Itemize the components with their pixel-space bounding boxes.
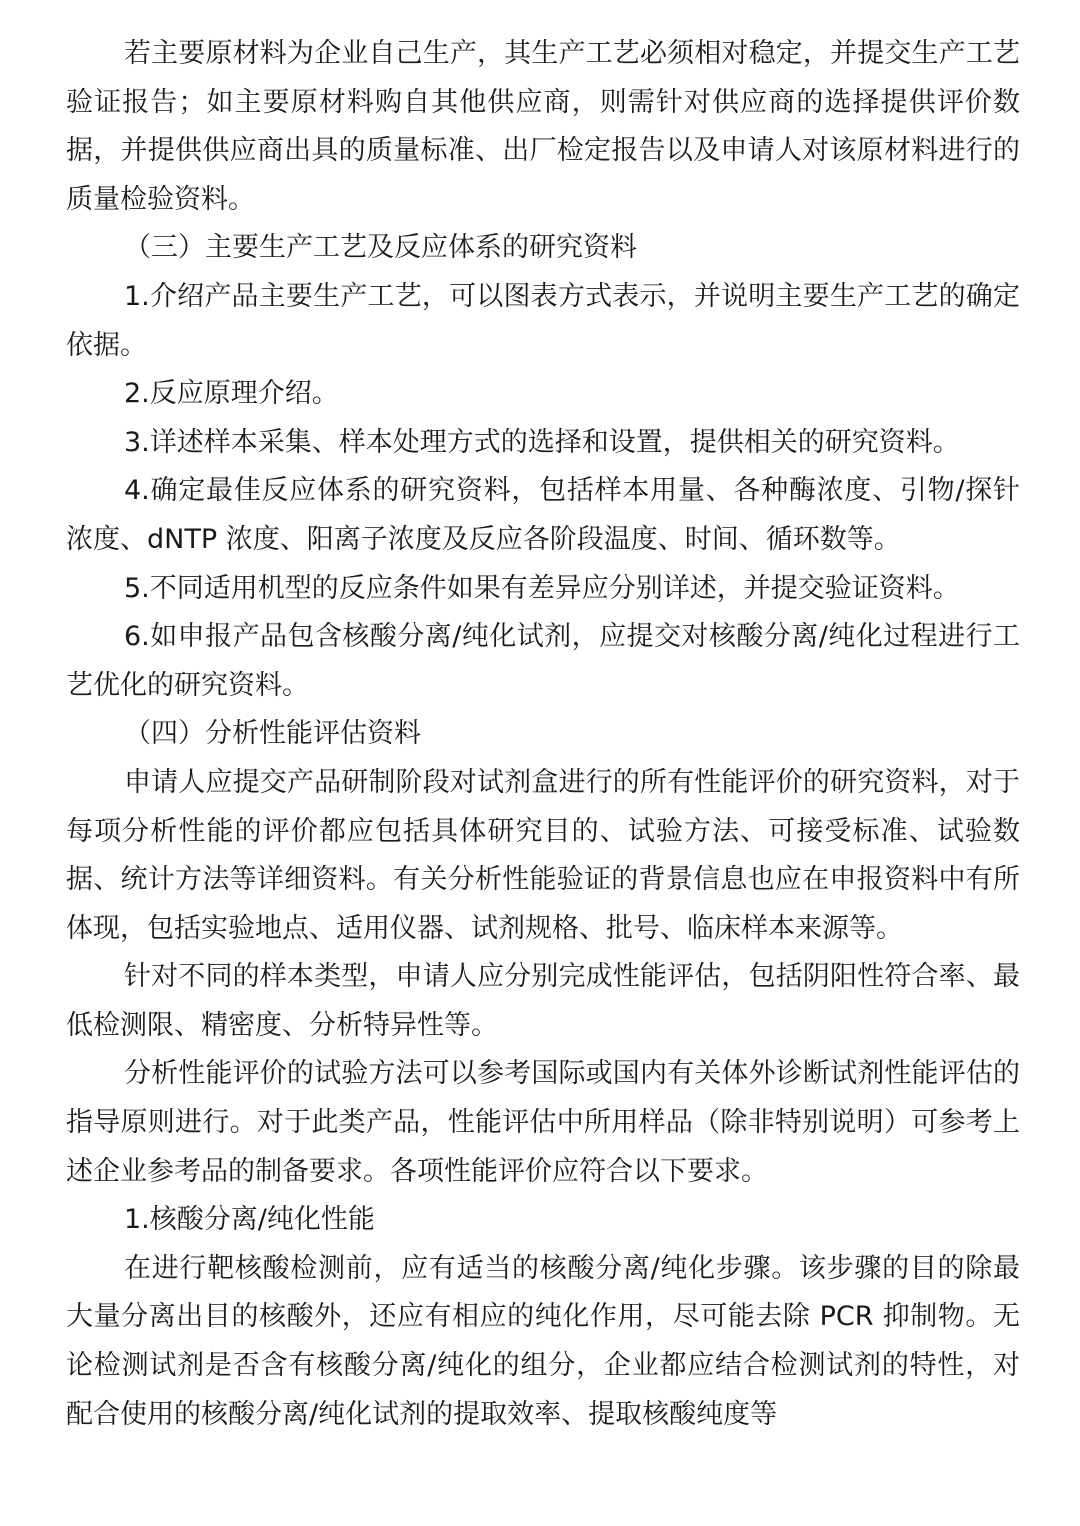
- section-heading-3: （三）主要生产工艺及反应体系的研究资料: [124, 232, 637, 264]
- subheading-nucleic-acid-isolation: 1.核酸分离/纯化性能: [124, 1204, 375, 1236]
- paragraph-item-5: 5.不同适用机型的反应条件如果有差异应分别详述，并提交验证资料。: [124, 572, 960, 604]
- paragraph-performance-data: 申请人应提交产品研制阶段对试剂盒进行的所有性能评价的研究资料，对于每项分析性能的评价都应包括具体研究目的、试验方法、可接受标准、试验数据、统计方法等详细资料。有关分析性能验证的背景信息也应在申报资料中有所体现，包括实验地点、适用仪器、试剂规格、批号、临床样本来源等。: [66, 766, 1020, 944]
- paragraph-item-1: 1.介绍产品主要生产工艺，可以图表方式表示，并说明主要生产工艺的确定依据。: [66, 280, 1020, 361]
- paragraph-item-3: 3.详述样本采集、样本处理方式的选择和设置，提供相关的研究资料。: [124, 426, 960, 458]
- paragraph-sample-types: 针对不同的样本类型，申请人应分别完成性能评估，包括阴阳性符合率、最低检测限、精密度、分析特异性等。: [66, 961, 1020, 1041]
- paragraph-item-2: 2.反应原理介绍。: [124, 378, 339, 410]
- paragraph-test-methods: 分析性能评价的试验方法可以参考国际或国内有关体外诊断试剂性能评估的指导原则进行。对于此类产品，性能评估中所用样品（除非特别说明）可参考上述企业参考品的制备要求。各项性能评价应符合以下要求。: [66, 1058, 1020, 1187]
- paragraph-item-6: 6.如申报产品包含核酸分离/纯化试剂，应提交对核酸分离/纯化过程进行工艺优化的研究资料。: [66, 621, 1020, 701]
- section-heading-4: （四）分析性能评估资料: [124, 718, 421, 750]
- paragraph-nucleic-acid-isolation: 在进行靶核酸检测前，应有适当的核酸分离/纯化步骤。该步骤的目的除最大量分离出目的核酸外，还应有相应的纯化作用，尽可能去除 PCR 抑制物。无论检测试剂是否含有核酸分离/纯化的组分，企业都应结合检测试剂的特性，对配合使用的核酸分离/纯化试剂的提取效率、提取核酸纯度等: [66, 1252, 1020, 1430]
- paragraph-raw-material: 若主要原材料为企业自己生产，其生产工艺必须相对稳定，并提交生产工艺验证报告；如主要原材料购自其他供应商，则需针对供应商的选择提供评价数据，并提供供应商出具的质量标准、出厂检定报告以及申请人对该原材料进行的质量检验资料。: [66, 38, 1020, 215]
- paragraph-item-4: 4.确定最佳反应体系的研究资料，包括样本用量、各种酶浓度、引物/探针浓度、dNTP 浓度、阳离子浓度及反应各阶段温度、时间、循环数等。: [66, 475, 1020, 555]
